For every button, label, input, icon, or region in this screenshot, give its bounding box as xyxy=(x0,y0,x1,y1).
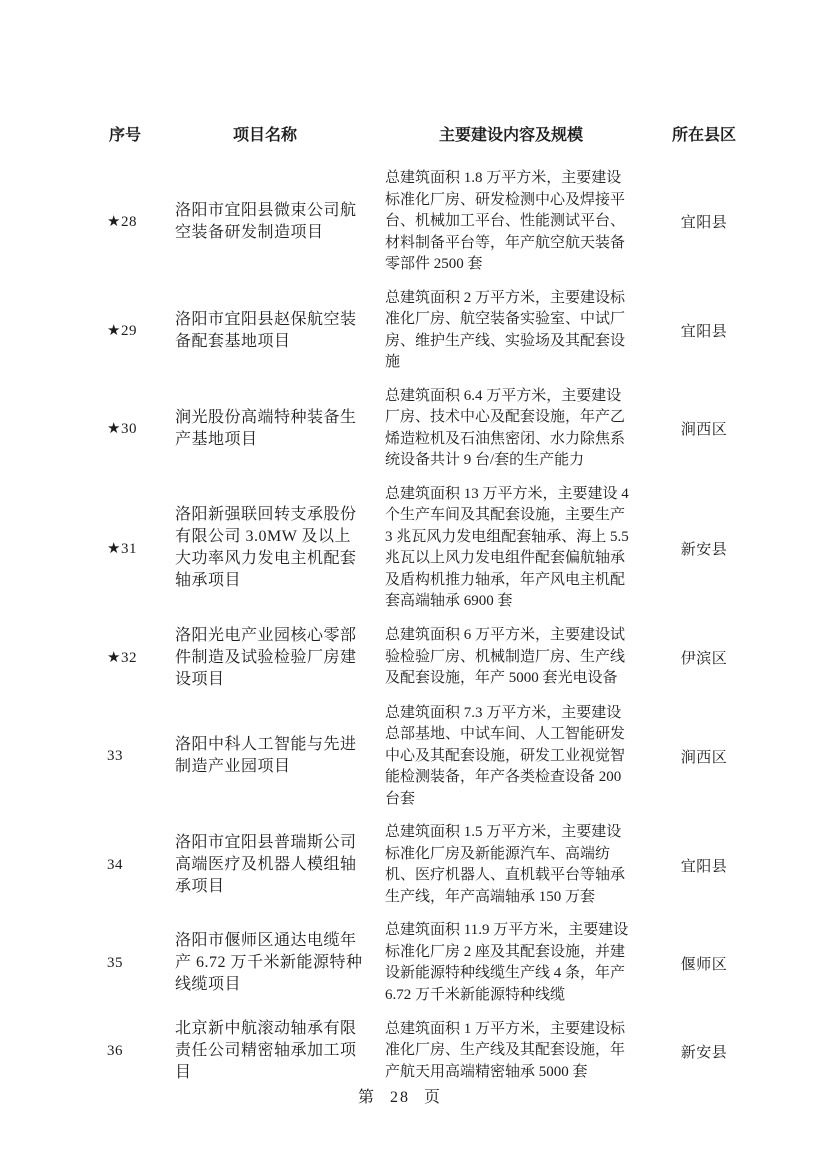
row-serial-number: ★29 xyxy=(107,323,137,339)
row-construction-content: 总建筑面积 11.9 万平方米，主要建设标准化厂房 2 座及其配套设施，并建设新能源特种线缆生产线 4 条，年产 6.72 万千米新能源特种线缆 xyxy=(385,922,629,1003)
table-row xyxy=(105,914,741,1012)
row-project-name: 洛阳市宜阳县普瑞斯公司高端医疗及机器人模组轴承项目 xyxy=(175,834,357,895)
header-serial-number: 序号 xyxy=(109,127,142,144)
row-project-name: 涧光股份高端特种装备生产基地项目 xyxy=(175,408,357,448)
row-serial-number: ★31 xyxy=(107,540,137,557)
row-project-name: 洛阳光电产业园核心零部件制造及试验检验厂房建设项目 xyxy=(175,626,357,688)
row-serial-number: 35 xyxy=(107,954,123,971)
row-construction-content: 总建筑面积 1 万平方米，主要建设标准化厂房、生产线及其配套设施，年产航天用高端精密轴承 5000 套 xyxy=(385,1020,626,1080)
row-construction-content: 总建筑面积 13 万平方米，主要建设 4 个生产车间及其配套设施，主要生产 3 兆瓦风力发电组配套轴承、海上 5.5 兆瓦以上风力发电组件配套偏航轴承及盾构机推力轴承，年产风电主机配套高端轴承 6900 套 xyxy=(385,485,629,609)
table-row xyxy=(105,697,741,817)
row-district: 宜阳县 xyxy=(680,324,728,340)
row-project-name: 洛阳新强联回转支承股份有限公司 3.0MW 及以上大功率风力发电主机配套轴承项目 xyxy=(175,506,357,589)
row-district: 宜阳县 xyxy=(680,215,728,232)
row-district: 涧西区 xyxy=(680,422,728,438)
row-serial-number: ★28 xyxy=(107,214,137,231)
row-serial-number: 33 xyxy=(107,747,123,764)
table-header-row xyxy=(105,126,741,146)
row-serial-number: ★30 xyxy=(107,421,137,437)
row-district: 偃师区 xyxy=(680,956,728,973)
row-construction-content: 总建筑面积 6 万平方米，主要建设试验检验厂房、机械制造厂房、生产线及配套设施，年产 5000 套光电设备 xyxy=(385,627,626,687)
table-body xyxy=(105,162,741,1090)
table-row xyxy=(105,619,741,697)
row-serial-number: 34 xyxy=(107,856,123,873)
table-row xyxy=(105,380,741,478)
row-construction-content: 总建筑面积 7.3 万平方米，主要建设总部基地、中试车间、人工智能研发中心及其配套设施，研发工业视觉智能检测装备，年产各类检查设备 200 台套 xyxy=(385,704,626,807)
table-row xyxy=(105,282,741,380)
row-construction-content: 总建筑面积 6.4 万平方米，主要建设厂房、技术中心及配套设施，年产乙烯造粒机及石油焦密闭、水力除焦系统设备共计 9 台/套的生产能力 xyxy=(385,387,626,468)
table-row xyxy=(105,478,741,619)
header-district: 所在县区 xyxy=(671,127,736,144)
row-construction-content: 总建筑面积 1.8 万平方米，主要建设标准化厂房、研发检测中心及焊接平台、机械加工平台、性能测试平台、材料制备平台等，年产航空航天装备零部件 2500 套 xyxy=(385,170,626,272)
row-district: 宜阳县 xyxy=(680,858,728,875)
row-district: 涧西区 xyxy=(680,749,728,766)
row-district: 伊滨区 xyxy=(680,651,728,667)
row-project-name: 洛阳市偃师区通达电缆年产 6.72 万千米新能源特种线缆项目 xyxy=(175,932,363,993)
table-row xyxy=(105,1012,741,1090)
row-project-name: 洛阳市宜阳县微束公司航空装备研发制造项目 xyxy=(175,201,357,241)
row-district: 新安县 xyxy=(680,1044,728,1061)
row-serial-number: 36 xyxy=(107,1042,123,1059)
row-project-name: 洛阳中科人工智能与先进制造产业园项目 xyxy=(175,736,357,776)
header-project-name: 项目名称 xyxy=(232,127,297,144)
row-construction-content: 总建筑面积 1.5 万平方米，主要建设标准化厂房及新能源汽车、高端纺机、医疗机器人、直机载平台等轴承生产线，年产高端轴承 150 万套 xyxy=(385,824,626,905)
projects-table xyxy=(105,126,741,1090)
row-project-name: 北京新中航滚动轴承有限责任公司精密轴承加工项目 xyxy=(175,1020,357,1081)
row-construction-content: 总建筑面积 2 万平方米，主要建设标准化厂房、航空装备实验室、中试厂房、维护生产线、实验场及其配套设施 xyxy=(385,289,626,370)
page-number: 第 28 页 xyxy=(357,1089,442,1106)
table-row xyxy=(105,162,741,282)
row-project-name: 洛阳市宜阳县赵保航空装备配套基地项目 xyxy=(175,310,357,350)
table-row xyxy=(105,816,741,914)
row-district: 新安县 xyxy=(680,541,728,558)
row-serial-number: ★32 xyxy=(107,650,137,666)
header-construction-content: 主要建设内容及规模 xyxy=(438,127,583,144)
